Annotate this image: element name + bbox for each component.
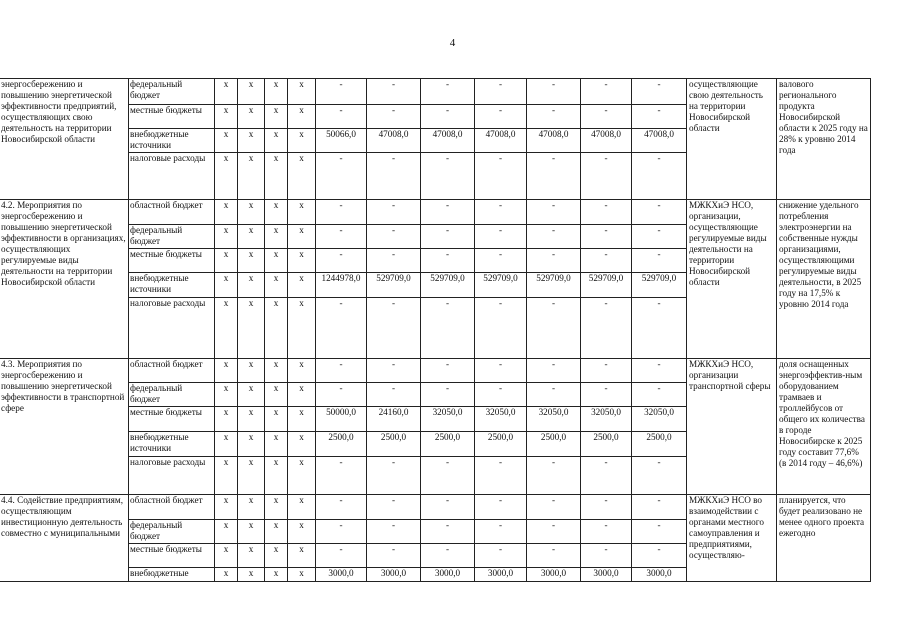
value-cell: -	[527, 298, 581, 359]
code-cell: x	[288, 273, 316, 298]
value-cell: -	[316, 520, 367, 544]
value-cell: -	[367, 544, 421, 568]
value-cell: -	[632, 225, 687, 249]
value-cell: -	[367, 200, 421, 225]
funding-source: внебюджетные источники	[129, 432, 215, 457]
table-row	[0, 359, 871, 383]
value-cell: -	[527, 544, 581, 568]
code-cell: x	[238, 457, 265, 495]
code-cell: x	[238, 79, 265, 105]
funding-source: внебюджетные источники	[129, 129, 215, 153]
value-cell: -	[367, 79, 421, 105]
code-cell: x	[215, 200, 238, 225]
code-cell: x	[238, 129, 265, 153]
value-cell: -	[632, 79, 687, 105]
code-cell: x	[288, 457, 316, 495]
table-row	[0, 200, 871, 225]
value-cell: 529709,0	[421, 273, 475, 298]
funding-source: внебюджетные источники	[129, 273, 215, 298]
code-cell: x	[238, 495, 265, 520]
value-cell: -	[421, 153, 475, 200]
funding-source: областной бюджет	[129, 200, 215, 225]
value-cell: -	[367, 495, 421, 520]
value-cell: -	[632, 495, 687, 520]
expected-result: доля оснащенных энергоэффектив-ным оборудованием трамваев и троллейбусов от общего их количества в городе Новосибирске к 2025 году составит 77,6% (в 2014 году – 46,6%)	[777, 359, 871, 495]
code-cell: x	[215, 359, 238, 383]
funding-source: областной бюджет	[129, 359, 215, 383]
value-cell: -	[367, 520, 421, 544]
code-cell: x	[238, 105, 265, 129]
code-cell: x	[238, 298, 265, 359]
code-cell: x	[288, 383, 316, 407]
value-cell: -	[632, 383, 687, 407]
value-cell: -	[581, 544, 632, 568]
value-cell: 32050,0	[527, 407, 581, 432]
code-cell: x	[265, 153, 288, 200]
code-cell: x	[215, 568, 238, 582]
value-cell: 3000,0	[527, 568, 581, 582]
funding-source: федеральный бюджет	[129, 383, 215, 407]
code-cell: x	[288, 407, 316, 432]
expected-result: валового регионального продукта Новосибирской области к 2025 году на 28% к уровню 2014 года	[777, 79, 871, 200]
value-cell: -	[581, 249, 632, 273]
code-cell: x	[238, 153, 265, 200]
table-body	[0, 79, 871, 582]
table-row	[0, 495, 871, 520]
value-cell: -	[632, 544, 687, 568]
code-cell: x	[215, 273, 238, 298]
value-cell: -	[581, 359, 632, 383]
value-cell: -	[581, 79, 632, 105]
code-cell: x	[288, 153, 316, 200]
code-cell: x	[265, 457, 288, 495]
value-cell: 47008,0	[527, 129, 581, 153]
code-cell: x	[265, 495, 288, 520]
value-cell: -	[527, 249, 581, 273]
value-cell: -	[581, 495, 632, 520]
value-cell: 50066,0	[316, 129, 367, 153]
value-cell: -	[527, 520, 581, 544]
code-cell: x	[215, 544, 238, 568]
value-cell: -	[632, 359, 687, 383]
value-cell: -	[316, 79, 367, 105]
code-cell: x	[265, 225, 288, 249]
code-cell: x	[215, 407, 238, 432]
expected-result: снижение удельного потребления электроэнергии на собственные нужды организациями, осуществляющими регулируемые виды деятельности, в 2025 году на 17,5% к уровню 2014 года	[777, 200, 871, 359]
funding-source: местные бюджеты	[129, 105, 215, 129]
value-cell: -	[316, 225, 367, 249]
value-cell: -	[316, 200, 367, 225]
value-cell: 32050,0	[581, 407, 632, 432]
funding-source: федеральный бюджет	[129, 79, 215, 105]
activity-name: 4.4. Содействие предприятиям, осуществляющим инвестиционную деятельность совместно с муниципальными	[0, 495, 129, 582]
funding-source: налоговые расходы	[129, 457, 215, 495]
code-cell: x	[215, 225, 238, 249]
value-cell: 3000,0	[632, 568, 687, 582]
code-cell: x	[288, 359, 316, 383]
value-cell: -	[475, 105, 527, 129]
code-cell: x	[238, 520, 265, 544]
code-cell: x	[215, 249, 238, 273]
code-cell: x	[288, 105, 316, 129]
value-cell: -	[632, 200, 687, 225]
value-cell: -	[527, 79, 581, 105]
funding-source: федеральный бюджет	[129, 520, 215, 544]
value-cell: 529709,0	[632, 273, 687, 298]
value-cell: -	[475, 200, 527, 225]
code-cell: x	[238, 544, 265, 568]
value-cell: -	[421, 249, 475, 273]
code-cell: x	[288, 298, 316, 359]
value-cell: -	[316, 383, 367, 407]
code-cell: x	[265, 383, 288, 407]
value-cell: -	[527, 200, 581, 225]
code-cell: x	[215, 298, 238, 359]
value-cell: -	[581, 225, 632, 249]
executor: МЖКХиЭ НСО, организации, осуществляющие регулируемые виды деятельности на территории Новосибирской области	[687, 200, 777, 359]
code-cell: x	[265, 249, 288, 273]
value-cell: -	[421, 225, 475, 249]
value-cell: -	[475, 79, 527, 105]
code-cell: x	[288, 79, 316, 105]
code-cell: x	[288, 129, 316, 153]
code-cell: x	[215, 129, 238, 153]
value-cell: -	[421, 383, 475, 407]
value-cell: 50000,0	[316, 407, 367, 432]
code-cell: x	[288, 249, 316, 273]
value-cell: -	[421, 359, 475, 383]
funding-source: федеральный бюджет	[129, 225, 215, 249]
value-cell: 529709,0	[475, 273, 527, 298]
activity-name: 4.3. Мероприятия по энергосбережению и повышению энергетической эффективности в транспортной сфере	[0, 359, 129, 495]
value-cell: -	[475, 457, 527, 495]
value-cell: -	[316, 544, 367, 568]
executor: МЖКХиЭ НСО во взаимодействии с органами местного самоуправления и предприятиями, осуществляю-	[687, 495, 777, 582]
value-cell: -	[421, 79, 475, 105]
value-cell: 2500,0	[527, 432, 581, 457]
funding-source: налоговые расходы	[129, 298, 215, 359]
value-cell: -	[527, 359, 581, 383]
value-cell: -	[475, 359, 527, 383]
code-cell: x	[215, 153, 238, 200]
value-cell: -	[475, 495, 527, 520]
value-cell: 47008,0	[421, 129, 475, 153]
value-cell: -	[316, 457, 367, 495]
code-cell: x	[265, 544, 288, 568]
value-cell: -	[421, 298, 475, 359]
value-cell: -	[581, 153, 632, 200]
code-cell: x	[238, 225, 265, 249]
value-cell: -	[367, 359, 421, 383]
value-cell: -	[581, 457, 632, 495]
value-cell: -	[316, 298, 367, 359]
value-cell: -	[316, 359, 367, 383]
code-cell: x	[238, 200, 265, 225]
code-cell: x	[215, 79, 238, 105]
value-cell: -	[475, 225, 527, 249]
value-cell: -	[367, 249, 421, 273]
expected-result: планируется, что будет реализовано не менее одного проекта ежегодно	[777, 495, 871, 582]
value-cell: 3000,0	[316, 568, 367, 582]
code-cell: x	[288, 568, 316, 582]
value-cell: -	[367, 225, 421, 249]
value-cell: -	[632, 153, 687, 200]
code-cell: x	[215, 432, 238, 457]
code-cell: x	[265, 129, 288, 153]
value-cell: -	[632, 105, 687, 129]
code-cell: x	[265, 273, 288, 298]
code-cell: x	[265, 568, 288, 582]
value-cell: 32050,0	[632, 407, 687, 432]
executor: осуществляющие свою деятельность на территории Новосибирской области	[687, 79, 777, 200]
value-cell: 47008,0	[367, 129, 421, 153]
value-cell: 32050,0	[421, 407, 475, 432]
funding-source: областной бюджет	[129, 495, 215, 520]
value-cell: 47008,0	[581, 129, 632, 153]
value-cell: -	[367, 153, 421, 200]
code-cell: x	[265, 359, 288, 383]
value-cell: -	[527, 495, 581, 520]
value-cell: -	[581, 520, 632, 544]
value-cell: -	[581, 105, 632, 129]
value-cell: -	[632, 249, 687, 273]
code-cell: x	[215, 520, 238, 544]
code-cell: x	[265, 432, 288, 457]
value-cell: 2500,0	[632, 432, 687, 457]
page-number: 4	[449, 37, 456, 49]
code-cell: x	[238, 273, 265, 298]
value-cell: 47008,0	[475, 129, 527, 153]
value-cell: 2500,0	[421, 432, 475, 457]
activity-name: 4.2. Мероприятия по энергосбережению и повышению энергетической эффективности в организациях, осуществляющих регулируемые виды деятельности на территории Новосибирской области	[0, 200, 129, 359]
value-cell: -	[316, 153, 367, 200]
code-cell: x	[265, 520, 288, 544]
funding-source: местные бюджеты	[129, 407, 215, 432]
funding-source: местные бюджеты	[129, 544, 215, 568]
code-cell: x	[288, 200, 316, 225]
code-cell: x	[288, 544, 316, 568]
value-cell: 529709,0	[581, 273, 632, 298]
value-cell: -	[421, 520, 475, 544]
value-cell: -	[421, 495, 475, 520]
value-cell: -	[632, 457, 687, 495]
value-cell: 3000,0	[367, 568, 421, 582]
value-cell: -	[421, 105, 475, 129]
value-cell: -	[527, 383, 581, 407]
value-cell: -	[367, 383, 421, 407]
value-cell: -	[475, 383, 527, 407]
value-cell: 529709,0	[527, 273, 581, 298]
code-cell: x	[238, 568, 265, 582]
code-cell: x	[215, 457, 238, 495]
value-cell: 47008,0	[632, 129, 687, 153]
value-cell: -	[527, 457, 581, 495]
value-cell: 24160,0	[367, 407, 421, 432]
value-cell: -	[527, 225, 581, 249]
value-cell: 2500,0	[475, 432, 527, 457]
value-cell: 2500,0	[581, 432, 632, 457]
code-cell: x	[265, 79, 288, 105]
activity-name: энергосбережению и повышению энергетической эффективности предприятий, осуществляющих свою деятельность на территории Новосибирской области	[0, 79, 129, 200]
value-cell: -	[475, 520, 527, 544]
value-cell: -	[367, 105, 421, 129]
code-cell: x	[265, 298, 288, 359]
program-table	[0, 78, 871, 582]
code-cell: x	[238, 383, 265, 407]
value-cell: 2500,0	[316, 432, 367, 457]
value-cell: -	[632, 520, 687, 544]
value-cell: 2500,0	[367, 432, 421, 457]
value-cell: -	[421, 544, 475, 568]
code-cell: x	[238, 359, 265, 383]
value-cell: -	[581, 383, 632, 407]
code-cell: x	[238, 432, 265, 457]
funding-source: местные бюджеты	[129, 249, 215, 273]
value-cell: -	[475, 298, 527, 359]
value-cell: 3000,0	[475, 568, 527, 582]
value-cell: -	[632, 298, 687, 359]
value-cell: -	[316, 495, 367, 520]
table-row	[0, 79, 871, 105]
code-cell: x	[215, 495, 238, 520]
code-cell: x	[215, 383, 238, 407]
code-cell: x	[288, 495, 316, 520]
value-cell: -	[421, 457, 475, 495]
code-cell: x	[288, 520, 316, 544]
value-cell: 32050,0	[475, 407, 527, 432]
value-cell: 3000,0	[581, 568, 632, 582]
code-cell: x	[265, 200, 288, 225]
value-cell: 529709,0	[367, 273, 421, 298]
value-cell: -	[475, 249, 527, 273]
executor: МЖКХиЭ НСО, организации транспортной сферы	[687, 359, 777, 495]
value-cell: -	[316, 105, 367, 129]
value-cell: 1244978,0	[316, 273, 367, 298]
code-cell: x	[288, 432, 316, 457]
value-cell: -	[527, 105, 581, 129]
funding-source: налоговые расходы	[129, 153, 215, 200]
value-cell: 3000,0	[421, 568, 475, 582]
value-cell: -	[475, 544, 527, 568]
value-cell: -	[581, 200, 632, 225]
value-cell: -	[421, 200, 475, 225]
value-cell: -	[527, 153, 581, 200]
value-cell: -	[581, 298, 632, 359]
value-cell: -	[367, 298, 421, 359]
code-cell: x	[238, 249, 265, 273]
value-cell: -	[316, 249, 367, 273]
code-cell: x	[215, 105, 238, 129]
code-cell: x	[238, 407, 265, 432]
value-cell: -	[367, 457, 421, 495]
value-cell: -	[475, 153, 527, 200]
code-cell: x	[265, 407, 288, 432]
code-cell: x	[265, 105, 288, 129]
code-cell: x	[288, 225, 316, 249]
funding-source: внебюджетные	[129, 568, 215, 582]
